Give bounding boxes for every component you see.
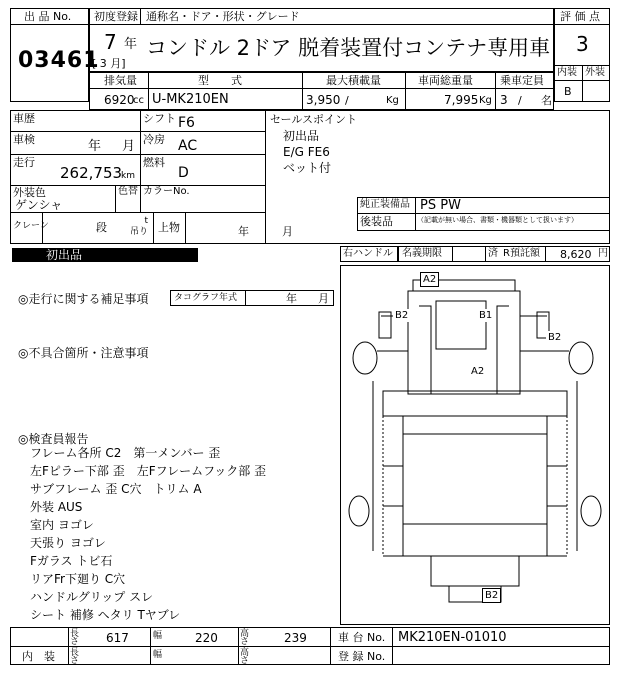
inspection-label: 車検: [13, 133, 35, 146]
aftermarket-note: （記載が無い場合、書類・機器類として扱います）: [417, 216, 578, 224]
height2-label: 高さ: [240, 648, 250, 666]
gvw-value: 7,995: [444, 93, 479, 107]
report-title: ◎検査員報告: [18, 432, 89, 446]
damage-mark: B2: [548, 332, 562, 343]
report-line: 天張り ヨゴレ: [30, 536, 106, 550]
color-value: ゲンシャ: [15, 198, 63, 212]
upload-year: 年: [238, 225, 249, 238]
right-handle-label: 右ハンドル: [343, 248, 393, 259]
lot-label: 出 品 No.: [24, 10, 72, 23]
first-reg-month: [ 3 月]: [92, 57, 126, 70]
height-label: 高さ: [240, 629, 250, 647]
report-line: フレーム各所 C2 第一メンバー 歪: [30, 446, 221, 460]
report-line: リアFr下廻り C穴: [30, 572, 126, 586]
mileage-label: 走行: [13, 156, 35, 169]
width2-label: 幅: [153, 650, 163, 660]
upload-label: 上物: [158, 221, 180, 234]
first-reg-year-unit: 年: [124, 37, 138, 52]
height-value: 239: [284, 631, 307, 645]
sales-point-label: セールスポイント: [270, 113, 358, 126]
recycle-label: R預託額: [503, 248, 540, 259]
damage-mark: A2: [420, 272, 439, 287]
report-line: 室内 ヨゴレ: [30, 518, 94, 532]
aftermarket-label: 後装品: [360, 215, 393, 228]
tachograph-year: 年: [286, 292, 297, 305]
ac-label: 冷房: [143, 133, 165, 146]
rating-label: 評 価 点: [560, 10, 600, 23]
load-label: 最大積載量: [326, 74, 381, 87]
name-change-label: 名義期限: [402, 248, 442, 259]
interior-label: 内 装: [22, 650, 55, 663]
length2-label: 長さ: [70, 648, 80, 666]
sales-point-2: E/G FE6: [283, 145, 330, 159]
length-label: 長さ: [70, 629, 80, 647]
equipment-value: PS PW: [420, 198, 461, 213]
truck-diagram: [340, 265, 610, 625]
chassis-value: MK210EN-01010: [398, 630, 507, 645]
name-label: 通称名・ドア・形状・グレード: [146, 10, 300, 23]
displacement-unit: cc: [133, 95, 144, 106]
upload-month: 月: [282, 225, 293, 238]
inspector-report: [30, 444, 266, 624]
chassis-label: 車 台 No.: [338, 631, 386, 644]
defect-title: ◎不具合箇所・注意事項: [18, 346, 149, 360]
load-value: 3,950: [306, 93, 341, 107]
report-line: 外装 AUS: [30, 500, 83, 514]
first-listing-banner: [12, 248, 198, 262]
mileage-unit: km: [121, 171, 135, 181]
recycle-value: 8,620: [560, 248, 592, 261]
supplement-title: ◎走行に関する補足事項: [18, 292, 149, 306]
inspection-month: 月: [122, 139, 136, 154]
capacity-sep: /: [518, 94, 522, 107]
report-line: サブフレーム 歪 C穴 トリム A: [30, 482, 202, 496]
color-no-label: カラーNo.: [143, 186, 190, 197]
model-value: U-MK210EN: [152, 92, 229, 107]
rating-score: 3: [576, 32, 589, 56]
width-label: 幅: [153, 631, 163, 641]
history-label: 車歴: [13, 112, 35, 125]
recycle-unit: 円: [598, 248, 608, 259]
model-label: 型 式: [198, 74, 242, 87]
fuel-value: D: [178, 165, 189, 181]
ac-value: AC: [178, 138, 198, 154]
registration-label: 登 録 No.: [338, 650, 386, 663]
capacity-value: 3: [500, 93, 508, 107]
report-line: Fガラス トビ石: [30, 554, 113, 568]
width-value: 220: [195, 631, 218, 645]
load-unit: Kg: [386, 95, 399, 106]
damage-mark: B2: [395, 310, 409, 321]
recycle-prefix: 済: [488, 248, 498, 259]
truck-outline: [341, 266, 609, 624]
crane-label: クレーン: [13, 221, 49, 231]
first-reg-label: 初度登録: [94, 10, 138, 23]
damage-mark: B1: [479, 310, 493, 321]
crane-lift: t 吊り: [130, 216, 149, 237]
gvw-unit: Kg: [479, 95, 492, 106]
fuel-label: 燃料: [143, 156, 165, 169]
report-line: ハンドルグリップ スレ: [30, 590, 154, 604]
mileage-value: 262,753: [60, 164, 123, 182]
length-value: 617: [106, 631, 129, 645]
damage-mark: B2: [482, 588, 501, 603]
displacement-value: 6920: [104, 93, 135, 107]
gvw-label: 車両総重量: [418, 74, 473, 87]
load-sep: /: [345, 94, 349, 107]
report-line: シート 補修 ヘタリ Tヤブレ: [30, 608, 181, 622]
report-line: 左Fピラー下部 歪 左Fフレームフック部 歪: [30, 464, 267, 478]
sales-point-3: ベット付: [283, 161, 332, 175]
inspection-year: 年: [88, 139, 102, 154]
shift-value: F6: [178, 115, 195, 131]
interior-grade-label: 内装: [557, 67, 577, 78]
capacity-unit: 名: [541, 94, 552, 107]
lot-number: 03461: [18, 48, 100, 73]
tachograph-month: 月: [318, 292, 329, 305]
damage-mark: A2: [471, 366, 485, 377]
crane-stage: 段: [96, 221, 107, 234]
equipment-label: 純正装備品: [360, 199, 410, 210]
interior-grade: B: [564, 85, 572, 98]
first-listing-text: 初出品: [46, 248, 83, 262]
capacity-label: 乗車定員: [500, 74, 544, 87]
exterior-grade-label: 外装: [585, 67, 605, 78]
color-label: 外装色: [13, 186, 46, 199]
sales-point-1: 初出品: [283, 129, 320, 143]
first-reg-year: 7: [104, 30, 117, 54]
shift-label: シフト: [143, 112, 176, 125]
car-name: コンドル 2ドア 脱着装置付コンテナ専用車: [146, 36, 551, 60]
color-change-label: 色替: [118, 186, 138, 197]
tachograph-label: タコグラフ年式: [174, 293, 238, 303]
displacement-label: 排気量: [104, 74, 137, 87]
